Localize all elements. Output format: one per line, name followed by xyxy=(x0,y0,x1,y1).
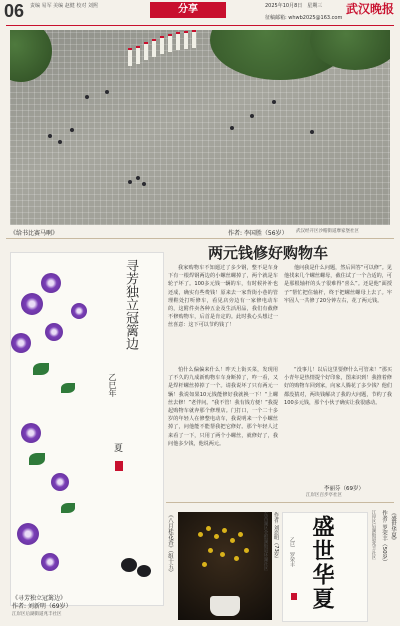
lantern xyxy=(160,36,164,54)
calligraphy-caption-title: 《盛世华夏》 xyxy=(390,510,396,543)
editor-credits: 责编 易军 美编 赵健 校对 刘熙 xyxy=(30,3,98,9)
lantern xyxy=(136,46,140,64)
morning-glory-flower xyxy=(71,303,87,319)
article-column-3: 他问我是什么问题，然后回答“可以修”。见他找来几个螺丝螺母，截住试了一个合适的，可是那根轴杆的头子很难得“喜么”。还是他“面授子”帮忙把住轴杆，终于把螺丝螺母上去了。牢牢固人一共修了20分钟左右，花了两元钱。 xyxy=(284,265,392,304)
newspaper-logo: 武汉晚报 xyxy=(345,2,394,16)
orchid-bloom xyxy=(222,528,227,533)
orchid-bloom xyxy=(238,532,243,537)
article-author: 李丽芬（69岁） xyxy=(324,486,364,492)
vine-leaf xyxy=(61,383,75,393)
article-column-1: 我家购物车不知遛过了多少钢，整不是车身下有一根焊钢两边的小螺丝螺掉了，两个就是车轮子坏了。100多元钱一辆的车，有时候补补也还成，确实有些费钱！原来去一家背街小巷的管理鞋处打听修车，看见店旁边有一家修电动车的，这附件卖各种五金及生活用品，我们有截修不修购物车，后首是肯定的。此时我心头想过一丝喜意：这下可以节约钱了！ xyxy=(168,265,278,329)
morning-glory-flower xyxy=(17,523,39,545)
orchid-bloom xyxy=(206,526,211,531)
section-banner: 分享 xyxy=(150,2,226,18)
orchid-bloom xyxy=(214,534,219,539)
orchid-bloom xyxy=(234,556,239,561)
person xyxy=(136,176,140,180)
calligraphy-artwork xyxy=(282,512,368,622)
article-title: 两元钱修好购物车 xyxy=(208,244,329,262)
morning-glory-flower xyxy=(51,473,69,491)
orchid-photo xyxy=(178,512,272,620)
orchid-bloom xyxy=(198,532,203,537)
person xyxy=(272,100,276,104)
flower-pot xyxy=(210,596,240,616)
orchid-caption-author: 作者: 刘恋明（73岁） xyxy=(273,512,279,562)
person xyxy=(128,180,132,184)
painting-caption-org: 江岸区后湖街道兆丰社区 xyxy=(12,612,62,617)
orchid-bloom xyxy=(202,562,207,567)
orchid-caption-org: 东西湖区金银湖街道环湖社区 xyxy=(263,512,268,571)
tree-left xyxy=(10,30,52,82)
lantern xyxy=(144,42,148,60)
person xyxy=(105,90,109,94)
person xyxy=(310,130,314,134)
orchid-bloom xyxy=(220,552,225,557)
person xyxy=(230,126,234,130)
morning-glory-flower xyxy=(41,273,61,293)
header-divider xyxy=(6,25,394,26)
page-number: 06 xyxy=(4,1,25,21)
issue-date: 2025年10月8日 星期三 xyxy=(265,3,323,9)
morning-glory-flower xyxy=(45,323,63,341)
vine-leaf xyxy=(29,453,45,465)
vine-leaf xyxy=(61,503,75,513)
article-column-2: 怕什么偏偏来什么！昨天上街买菜，发现用了不久的九成新购物车车身断掉了，咋一看，又是焊杆螺丝掉掉了一个。请我说坏了只有两元一辆！我说如果10元钱能修好我就换一下！“上螺丝去修！”老伴问。“我不管！我有钱方便！”我提起购物车就奔那个修理店。门打口，一个二十多岁的年轻人在修整电动车，我说明来一个小螺丝掉了，问他能不能帮我把它修好。那个年轻人过来看了一下，只用了两个小螺丝，就修好了，我问他多少钱，他说两元。 xyxy=(168,367,278,447)
painting-signature: 夏 xyxy=(112,443,122,452)
calligraphy-signature: 乙巳 罗荣丰 xyxy=(289,537,295,567)
person xyxy=(142,182,146,186)
photo-caption-org: 武汉经开区沙帽街道摩家堡社区 xyxy=(296,229,359,234)
morning-glory-flower xyxy=(41,553,59,571)
lantern xyxy=(176,32,180,50)
orchid-bloom xyxy=(208,548,213,553)
painting-caption-author: 作者: 刘新明（69岁） xyxy=(12,603,72,610)
lantern xyxy=(152,39,156,57)
orchid-bloom xyxy=(230,538,235,543)
section-divider xyxy=(6,238,394,239)
person xyxy=(58,140,62,144)
morning-glory-flower xyxy=(11,333,31,353)
calligraphy-caption-author: 作者: 罗荣丰（50岁） xyxy=(381,510,387,565)
article-column-4: “没事儿！以后这里要修什么可管来！”那买小青年是热情提个好印象，图来识到！我推着修好的购物车回到家，向家人腾花了多少钱？他们都没猜对，两块钱解决了我的大问题，节约了我100多元钱，那个小伙子确实让我很感动。 xyxy=(284,367,392,406)
calligraphy-seal xyxy=(291,593,297,600)
painting-inscription: 寻芳独立冠篱边 xyxy=(123,259,138,350)
lantern xyxy=(128,48,132,66)
painting-inscription-year: 乙巳年 xyxy=(108,373,117,397)
article-divider xyxy=(166,502,394,503)
calligraphy-caption-org: 江岸区后湖街道兆丰社区 xyxy=(371,510,376,560)
lantern xyxy=(192,30,196,48)
orchid-caption-title: 《八月桂花香》（组十五） xyxy=(167,512,173,576)
photo-caption-author: 作者: 李国胜（56岁） xyxy=(228,230,288,237)
page-header xyxy=(0,0,400,26)
orchid-bloom xyxy=(244,548,249,553)
morning-glory-flower xyxy=(21,423,41,443)
chick xyxy=(121,558,137,572)
person xyxy=(250,114,254,118)
photo-caption-title: 《给书比赛马啊》 xyxy=(10,230,59,237)
submission-email: 征稿邮箱: whwb2025@163.com xyxy=(265,15,343,21)
painting-caption-title: 《寻芳独立冠篱边》 xyxy=(12,595,67,602)
article-author-org: 江岸区百步亭社区 xyxy=(306,493,342,498)
chick xyxy=(137,565,151,577)
lantern xyxy=(168,34,172,52)
person xyxy=(85,95,89,99)
morning-glory-flower xyxy=(21,293,43,315)
painting-seal xyxy=(115,461,123,471)
vine-leaf xyxy=(33,363,49,375)
lantern xyxy=(184,31,188,49)
painting-artwork xyxy=(10,252,164,606)
person xyxy=(70,128,74,132)
painting-caption xyxy=(12,595,72,619)
calligraphy-text: 盛世华夏 xyxy=(309,515,335,611)
person xyxy=(48,134,52,138)
top-photo xyxy=(10,30,390,225)
